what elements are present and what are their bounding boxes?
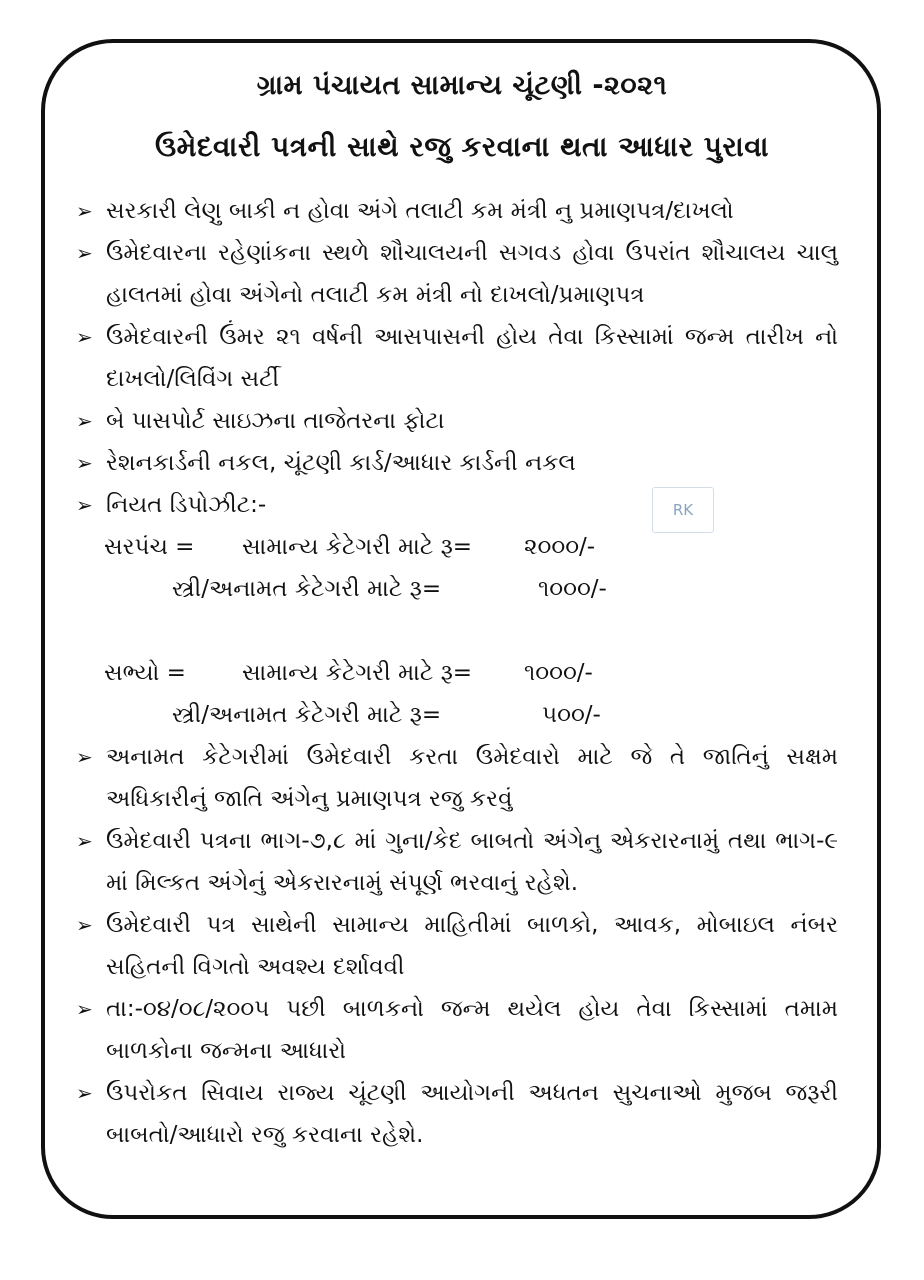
list-item: [76, 1072, 838, 1156]
list-item-text: ઉમેદવારી પત્ર સાથેની સામાન્ય માહિતીમાં બાળકો, આવક, મોબાઇલ નંબર સહિતની વિગતો અવશ્ય દર્શાવવી: [106, 912, 838, 980]
deposit-category: સ્ત્રી/અનામત કેટેગરી માટે રૂ=: [172, 702, 442, 728]
deposit-row-member-general: [76, 652, 838, 694]
deposit-amount: ૧૦૦૦/-: [538, 576, 607, 602]
deposit-row-sarpanch-general: [76, 526, 838, 568]
list-item: [76, 988, 838, 1072]
list-item-text: રેશનકાર્ડની નકલ, ચૂંટણી કાર્ડ/આધાર કાર્ડની નકલ: [106, 450, 576, 476]
list-item-text: ઉમેદવારના રહેણાંકના સ્થળે શૌચાલયની સગવડ હોવા ઉપરાંત શૌચાલય ચાલુ હાલતમાં હોવા અંગેનો તલાટી કમ મંત્રી નો દાખલો/પ્રમાણપત્ર: [106, 240, 838, 308]
list-item: [76, 232, 838, 316]
list-item-text: ઉમેદવારની ઉંમર ૨૧ વર્ષની આસપાસની હોય તેવા કિસ્સામાં જન્મ તારીખ નો દાખલો/લિવિંગ સર્ટી: [106, 324, 838, 392]
document-subtitle: ઉમેદવારી પત્રની સાથે રજુ કરવાના થતા આધાર પુરાવા: [154, 130, 770, 163]
spacer: [76, 610, 838, 652]
arrow-right-icon: ➢: [76, 493, 93, 517]
requirements-list: [76, 190, 838, 1156]
arrow-right-icon: ➢: [76, 829, 93, 853]
watermark-logo: RK: [652, 487, 714, 533]
deposit-label-member: સભ્યો =: [104, 660, 186, 686]
arrow-right-icon: ➢: [76, 241, 93, 265]
list-item: [76, 904, 838, 988]
arrow-right-icon: ➢: [76, 1081, 93, 1105]
arrow-right-icon: ➢: [76, 745, 93, 769]
list-item: [76, 484, 838, 526]
arrow-right-icon: ➢: [76, 409, 93, 433]
list-item: [76, 400, 838, 442]
arrow-right-icon: ➢: [76, 451, 93, 475]
arrow-right-icon: ➢: [76, 913, 93, 937]
list-item-text: તા:-૦૪/૦૮/૨૦૦૫ પછી બાળકનો જન્મ થયેલ હોય તેવા કિસ્સામાં તમામ બાળકોના જન્મના આધારો: [106, 996, 838, 1064]
deposit-row-sarpanch-reserved: [76, 568, 838, 610]
deposit-amount: ૫૦૦/-: [542, 702, 601, 728]
deposit-row-member-reserved: [76, 694, 838, 736]
list-item: [76, 442, 838, 484]
deposit-category: સામાન્ય કેટેગરી માટે રૂ=: [242, 660, 473, 686]
deposit-label-sarpanch: સરપંચ =: [104, 534, 195, 560]
arrow-right-icon: ➢: [76, 997, 93, 1021]
arrow-right-icon: ➢: [76, 325, 93, 349]
list-item-text: ઉપરોકત સિવાય રાજ્ય ચૂંટણી આયોગની અધતન સુચનાઓ મુજબ જરૂરી બાબતો/આધારો રજુ કરવાના રહેશે.: [106, 1080, 838, 1148]
deposit-amount: ૧૦૦૦/-: [524, 660, 593, 686]
document-title: ગ્રામ પંચાયત સામાન્ય ચૂંટણી -૨૦૨૧: [256, 70, 668, 101]
list-item-text: અનામત કેટેગરીમાં ઉમેદવારી કરતા ઉમેદવારો માટે જે તે જાતિનું સક્ષમ અધિકારીનું જાતિ અંગેનુ પ્રમાણપત્ર રજુ કરવું: [106, 744, 838, 812]
deposit-amount: ૨૦૦૦/-: [524, 534, 596, 560]
arrow-right-icon: ➢: [76, 199, 93, 223]
list-item: [76, 190, 838, 232]
deposit-category: સામાન્ય કેટેગરી માટે રૂ=: [242, 534, 473, 560]
list-item-text: નિયત ડિપોઝીટ:-: [106, 492, 267, 518]
list-item: [76, 736, 838, 820]
list-item-text: બે પાસપોર્ટ સાઇઝના તાજેતરના ફોટા: [106, 408, 445, 434]
list-item: [76, 820, 838, 904]
deposit-category: સ્ત્રી/અનામત કેટેગરી માટે રૂ=: [172, 576, 442, 602]
list-item-text: ઉમેદવારી પત્રના ભાગ-૭,૮ માં ગુના/કેદ બાબતો અંગેનુ એકરારનામું તથા ભાગ-૯ માં મિલ્કત અંગેનું એકરારનામું સંપૂર્ણ ભરવાનું રહેશે.: [106, 828, 838, 896]
list-item-text: સરકારી લેણુ બાકી ન હોવા અંગે તલાટી કમ મંત્રી નુ પ્રમાણપત્ર/દાખલો: [106, 198, 734, 224]
list-item: [76, 316, 838, 400]
